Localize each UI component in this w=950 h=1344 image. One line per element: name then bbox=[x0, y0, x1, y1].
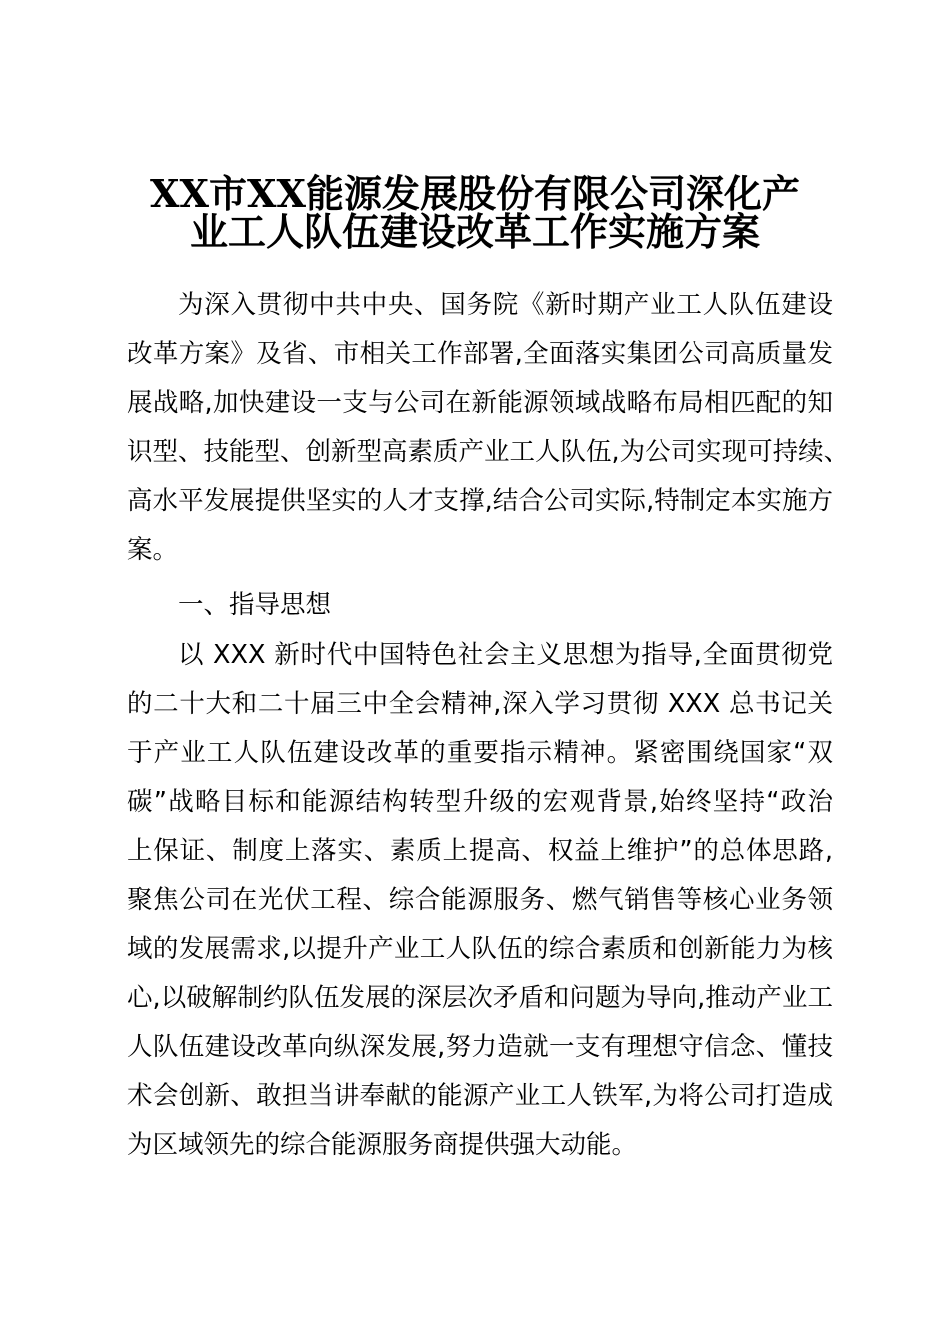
paragraph-line: 聚焦公司在光伏工程、综合能源服务、燃气销售等核心业务领 bbox=[127, 885, 833, 915]
paragraph-line: 为区域领先的综合能源服务商提供强大动能。 bbox=[127, 1130, 638, 1160]
paragraph-line: 识型、技能型、创新型高素质产业工人队伍,为公司实现可持续、 bbox=[127, 437, 850, 467]
paragraph-line: 术会创新、敢担当讲奉献的能源产业工人铁军,为将公司打造成 bbox=[127, 1081, 833, 1111]
paragraph-line: 案。 bbox=[127, 535, 179, 565]
document-title-line-1: XX市XX能源发展股份有限公司深化产 bbox=[150, 171, 800, 216]
paragraph-line: 以 XXX 新时代中国特色社会主义思想为指导,全面贯彻党 bbox=[178, 640, 833, 670]
paragraph-line: 高水平发展提供坚实的人才支撑,结合公司实际,特制定本实施方 bbox=[127, 486, 833, 516]
paragraph-line: 改革方案》及省、市相关工作部署,全面落实集团公司高质量发 bbox=[127, 339, 833, 369]
paragraph-line: 为深入贯彻中共中央、国务院《新时期产业工人队伍建设 bbox=[178, 290, 833, 320]
paragraph-line: 上保证、制度上落实、素质上提高、权益上维护”的总体思路, bbox=[127, 836, 833, 866]
paragraph-line: 碳”战略目标和能源结构转型升级的宏观背景,始终坚持“政治 bbox=[127, 787, 833, 817]
document-title-line-2: 业工人队伍建设改革工作实施方案 bbox=[189, 209, 760, 254]
paragraph-line: 心,以破解制约队伍发展的深层次矛盾和问题为导向,推动产业工 bbox=[127, 983, 833, 1013]
paragraph-line: 人队伍建设改革向纵深发展,努力造就一支有理想守信念、懂技 bbox=[127, 1032, 833, 1062]
paragraph-line: 域的发展需求,以提升产业工人队伍的综合素质和创新能力为核 bbox=[127, 934, 833, 964]
section-heading: 一、指导思想 bbox=[178, 590, 332, 620]
paragraph-line: 于产业工人队伍建设改革的重要指示精神。紧密围绕国家“双 bbox=[127, 738, 833, 768]
paragraph-line: 展战略,加快建设一支与公司在新能源领域战略布局相匹配的知 bbox=[127, 388, 833, 418]
paragraph-line: 的二十大和二十届三中全会精神,深入学习贯彻 XXX 总书记关 bbox=[127, 689, 833, 719]
